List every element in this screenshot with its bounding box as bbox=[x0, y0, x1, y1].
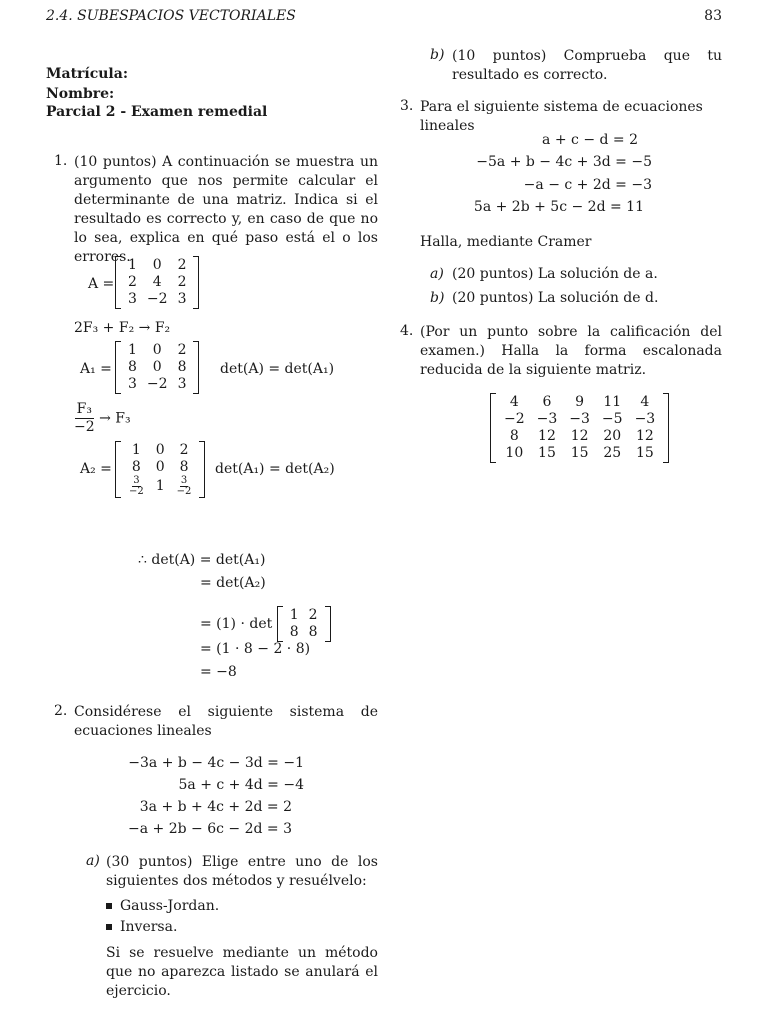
matrix-entry: −2 bbox=[146, 291, 168, 307]
q2-equation-4: −a + 2b − 6c − 2d = 3 bbox=[128, 821, 292, 837]
q2-number: 2. bbox=[54, 703, 68, 719]
matrix-entry: 12 bbox=[570, 428, 589, 444]
matrix-entry: 2 bbox=[177, 342, 187, 358]
bullet-icon bbox=[106, 903, 112, 909]
row-operation-2: $\frac{\text{F₃}}{-2}$ → F₃ bbox=[74, 401, 131, 435]
matrix-entry: 9 bbox=[575, 394, 585, 410]
matrix-entry: 2 bbox=[177, 274, 187, 290]
matricula-label: Matrícula: bbox=[46, 66, 128, 82]
matrix-entry: 15 bbox=[635, 445, 654, 461]
matrix-entry: 4 bbox=[152, 274, 162, 290]
matrix-entry: 8 bbox=[177, 359, 187, 375]
matrix-entry: 12 bbox=[538, 428, 556, 444]
matrix-entry: 8 bbox=[128, 359, 137, 375]
q4-text: (Por un punto sobre la calificación del examen.) Halla la forma escalonada reducida de la siguiente matriz. bbox=[420, 324, 722, 378]
q3-equation-4: 5a + 2b + 5c − 2d = 11 bbox=[473, 199, 644, 215]
q2a-text: (30 puntos) Elige entre uno de los siguientes dos métodos y resuélvelo: bbox=[106, 854, 378, 889]
matrix-entry: 3 bbox=[177, 291, 187, 307]
q2b-text: (10 puntos) Comprueba que tu resultado es correcto. bbox=[452, 48, 722, 83]
matrix-entry: 8 bbox=[509, 428, 519, 444]
matrix-a1-label: A₁ = bbox=[80, 361, 112, 377]
q3-equation-2: −5a + b − 4c + 3d = −5 bbox=[476, 154, 652, 170]
matrix-entry: 2 bbox=[179, 442, 189, 458]
matrix-entry: −3 bbox=[634, 411, 656, 427]
matrix-entry: 8 bbox=[179, 459, 189, 475]
matrix-entry: 2 bbox=[177, 257, 187, 273]
matrix-entry: 1 bbox=[131, 442, 141, 458]
bullet-icon bbox=[106, 924, 112, 930]
nombre-label: Nombre: bbox=[46, 86, 115, 102]
q1-number: 1. bbox=[54, 153, 68, 169]
matrix-a-label: A = bbox=[88, 276, 115, 292]
row-operation-1: 2F₃ + F₂ → F₂ bbox=[74, 320, 171, 336]
q2a-label: a) bbox=[86, 853, 100, 869]
q3-instruction: Halla, mediante Cramer bbox=[420, 234, 592, 250]
matrix-a2-label: A₂ = bbox=[80, 461, 112, 477]
q2-equation-2: 5a + c + 4d = −4 bbox=[178, 777, 304, 793]
q2a-note: Si se resuelve mediante un método que no aparezca listado se anulará el ejercicio. bbox=[106, 945, 378, 999]
q3-text: Para el siguiente sistema de ecuaciones lineales bbox=[420, 99, 703, 134]
matrix-entry: 0 bbox=[155, 442, 165, 458]
matrix-entry: −2 bbox=[146, 376, 168, 392]
matrix-entry: 0 bbox=[152, 257, 162, 273]
matrix-entry: 2 bbox=[128, 274, 137, 290]
matrix-entry: 10 bbox=[505, 445, 524, 461]
matrix-entry: 0 bbox=[152, 359, 162, 375]
matrix-entry: 1 bbox=[128, 257, 137, 273]
q3-equation-3: −a − c + 2d = −3 bbox=[523, 177, 652, 193]
matrix-entry: $\frac{3}{-2}$ bbox=[129, 475, 144, 497]
derivation-line-1: ∴ det(A) = det(A₁) bbox=[138, 552, 266, 568]
q2-text: Considérese el siguiente sistema de ecuaciones lineales bbox=[74, 704, 378, 739]
matrix-entry: 1 bbox=[289, 607, 299, 623]
matrix-entry: 0 bbox=[155, 459, 165, 475]
derivation-line-5: = −8 bbox=[200, 664, 237, 680]
matrix-entry: −3 bbox=[569, 411, 590, 427]
page-number: 83 bbox=[704, 8, 722, 24]
matrix-a bbox=[115, 256, 199, 309]
q3b-text: (20 puntos) La solución de d. bbox=[452, 290, 659, 306]
derivation-line-3: = (1) · det 1 2 8 8 bbox=[200, 606, 331, 642]
matrix-entry: 1 bbox=[128, 342, 137, 358]
q2-equation-1: −3a + b − 4c − 3d = −1 bbox=[128, 755, 304, 771]
det-equality-1: det(A) = det(A₁) bbox=[220, 361, 335, 377]
matrix-a1 bbox=[115, 341, 199, 394]
matrix-entry: 15 bbox=[538, 445, 556, 461]
matrix-entry: 6 bbox=[542, 394, 552, 410]
q3a-text: (20 puntos) La solución de a. bbox=[452, 266, 658, 282]
matrix-entry: 11 bbox=[603, 394, 622, 410]
matrix-entry: 1 bbox=[155, 478, 165, 494]
matrix-entry: 8 bbox=[308, 624, 318, 640]
matrix-a2 bbox=[115, 441, 205, 498]
matrix-entry: 0 bbox=[152, 342, 162, 358]
running-header-section: 2.4. SUBESPACIOS VECTORIALES bbox=[46, 8, 296, 24]
q3-number: 3. bbox=[400, 98, 414, 114]
matrix-entry: 12 bbox=[635, 428, 654, 444]
matrix-entry: −3 bbox=[536, 411, 558, 427]
method-item-gauss-jordan: Gauss-Jordan. bbox=[106, 898, 219, 914]
matrix-entry: 3 bbox=[177, 376, 187, 392]
matrix-entry: 2 bbox=[308, 607, 318, 623]
q3-equation-1: a + c − d = 2 bbox=[542, 132, 638, 148]
q2b-label: b) bbox=[430, 47, 445, 63]
matrix-entry: 4 bbox=[509, 394, 519, 410]
q3b-label: b) bbox=[430, 290, 445, 306]
matrix-entry: −5 bbox=[601, 411, 623, 427]
matrix-entry: 4 bbox=[640, 394, 650, 410]
det-equality-2: det(A₁) = det(A₂) bbox=[215, 461, 335, 477]
derivation-line-2: = det(A₂) bbox=[200, 575, 266, 591]
q3a-label: a) bbox=[430, 266, 444, 282]
matrix-q4 bbox=[490, 393, 669, 463]
q4-number: 4. bbox=[400, 323, 414, 339]
matrix-entry: −2 bbox=[504, 411, 525, 427]
matrix-entry: 3 bbox=[128, 291, 137, 307]
matrix-entry: 25 bbox=[603, 445, 622, 461]
derivation-line-4: = (1 · 8 − 2 · 8) bbox=[200, 641, 311, 657]
matrix-entry: 8 bbox=[131, 459, 141, 475]
matrix-entry: 20 bbox=[603, 428, 622, 444]
matrix-entry: 15 bbox=[570, 445, 589, 461]
q2-equation-3: 3a + b + 4c + 2d = 2 bbox=[139, 799, 292, 815]
matrix-entry: $\frac{3}{-2}$ bbox=[176, 475, 192, 497]
matrix-entry: 3 bbox=[128, 376, 137, 392]
matrix-entry: 8 bbox=[289, 624, 299, 640]
q1-text: (10 puntos) A continuación se muestra un argumento que nos permite calcular el determinante de una matriz. Indica si el resultado es correcto y, en caso de que no lo sea, explica en qué paso está el o los errores. bbox=[74, 154, 378, 265]
method-item-inversa: Inversa. bbox=[106, 919, 177, 935]
exam-title: Parcial 2 - Examen remedial bbox=[46, 104, 268, 120]
small-matrix bbox=[277, 606, 331, 642]
